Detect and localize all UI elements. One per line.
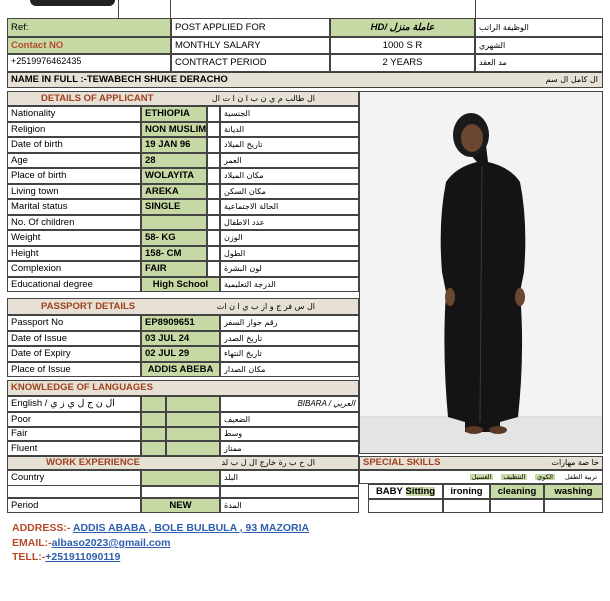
- skill-ar-4: تربية الطفل: [564, 472, 597, 481]
- work-title-ar: ال خ ب رة خارج ال ل ب لد: [221, 458, 315, 467]
- top-strip: [0, 0, 610, 18]
- applicant-row-ar: لون البشرة: [220, 261, 359, 277]
- post-value: HD/ عاملة منزل: [330, 18, 475, 37]
- country-col-1: [141, 470, 220, 486]
- passport-row-value: EP8909651: [141, 315, 220, 331]
- work-blank: [7, 486, 141, 498]
- applicant-row-label: Place of birth: [7, 168, 141, 184]
- skills-blank-4: [544, 499, 603, 513]
- skill-ironing: ironing: [443, 484, 490, 499]
- applicant-row-label: Educational degree: [7, 277, 141, 292]
- skill-ar-3: الكوي: [537, 472, 553, 481]
- country-label: Country: [7, 470, 141, 486]
- applicant-row-value: 158- CM: [141, 246, 207, 261]
- email-value[interactable]: albaso2023@gmail.com: [51, 537, 171, 549]
- applicant-row-label: No. Of children: [7, 215, 141, 230]
- applicant-row-value: 28: [141, 153, 207, 168]
- applicant-row-value: High School: [141, 277, 220, 292]
- language-row-col1: [141, 441, 166, 456]
- applicant-row-spacer: [207, 153, 220, 168]
- applicant-row-label: Date of birth: [7, 137, 141, 153]
- skill-cleaning: cleaning: [490, 484, 544, 499]
- applicant-row-ar: الدرجة التعليمية: [220, 277, 359, 292]
- skill-baby-sitting: [368, 484, 443, 499]
- applicant-title: DETAILS OF APPLICANT: [41, 92, 154, 104]
- contract-ar: مد العقد: [475, 54, 603, 72]
- applicant-row-value: [141, 215, 207, 230]
- applicant-row-ar: العمر: [220, 153, 359, 168]
- passport-header: [7, 298, 359, 315]
- tel-value[interactable]: +251911090119: [45, 551, 121, 563]
- work-header: [7, 456, 359, 470]
- post-label: POST APPLIED FOR: [171, 18, 330, 37]
- person-photo-illustration: [360, 92, 603, 454]
- applicant-row-spacer: [207, 137, 220, 153]
- contract-value: 2 YEARS: [330, 54, 475, 72]
- skills-ar-row: [359, 470, 603, 484]
- arabic-label-text: BIBARA / العربي: [297, 399, 355, 408]
- full-name-label: NAME IN FULL :-TEWABECH SHUKE DERACHO: [11, 74, 228, 86]
- contact-label: Contact NO: [7, 37, 171, 54]
- language-row-label: Fluent: [7, 441, 141, 456]
- language-row-label: Fair: [7, 427, 141, 441]
- work-blank-ar: [220, 486, 359, 498]
- applicant-row-ar: الحالة الاجتماعية: [220, 199, 359, 215]
- passport-row-value: ADDIS ABEBA: [141, 362, 220, 377]
- passport-row-label: Passport No: [7, 315, 141, 331]
- work-blank-mid: [141, 486, 220, 498]
- address-value[interactable]: ADDIS ABABA , BOLE BULBULA , 93 MAZORIA: [72, 522, 310, 534]
- passport-row-value: 02 JUL 29: [141, 346, 220, 362]
- skills-header: [359, 456, 603, 470]
- skill-ar-2: التنظيف: [503, 472, 526, 481]
- tel-line: [12, 551, 120, 563]
- languages-header: [7, 380, 359, 396]
- applicant-row-label: Marital status: [7, 199, 141, 215]
- period-value: NEW: [141, 498, 220, 513]
- language-row-col1: [141, 412, 166, 427]
- applicant-row-spacer: [207, 184, 220, 199]
- language-row-ar: ممتاز: [220, 441, 359, 456]
- country-ar: البلد: [220, 470, 359, 486]
- language-row-ar: وسط: [220, 427, 359, 441]
- english-label: English / ال ن ج ل ي ز ي: [7, 396, 141, 412]
- applicant-row-value: 19 JAN 96: [141, 137, 207, 153]
- applicant-row-value: FAIR: [141, 261, 207, 277]
- applicant-row-label: Height: [7, 246, 141, 261]
- period-ar: المدة: [220, 498, 359, 513]
- post-ar: الوظيفة الراتب: [475, 18, 603, 37]
- applicant-row-value: SINGLE: [141, 199, 207, 215]
- applicant-row-ar: الطول: [220, 246, 359, 261]
- passport-title-ar: ال س فر ج و از ب ي ا ن ات: [216, 301, 315, 311]
- applicant-row-spacer: [207, 261, 220, 277]
- applicant-row-ar: الوزن: [220, 230, 359, 246]
- skills-blank-2: [443, 499, 490, 513]
- skill-sitting: Sitting: [405, 485, 436, 497]
- applicant-row-spacer: [207, 246, 220, 261]
- email-label: EMAIL:-: [12, 537, 52, 549]
- language-row-col2: [166, 412, 220, 427]
- lang-col-2: [166, 396, 220, 412]
- address-line: [12, 522, 309, 534]
- applicant-row-label: Weight: [7, 230, 141, 246]
- salary-ar: الشهري: [475, 37, 603, 54]
- contract-label: CONTRACT PERIOD: [171, 54, 330, 72]
- ref-label: Ref:: [7, 18, 171, 37]
- passport-row-ar: تاريخ النتهاء: [220, 346, 359, 362]
- skill-washing: washing: [544, 484, 603, 499]
- language-row-col1: [141, 427, 166, 441]
- language-row-ar: الضعيف: [220, 412, 359, 427]
- applicant-row-label: Living town: [7, 184, 141, 199]
- salary-value: 1000 S R: [330, 37, 475, 54]
- passport-row-ar: تاريخ الصدر: [220, 331, 359, 346]
- passport-row-label: Place of Issue: [7, 362, 141, 377]
- arabic-label: [220, 396, 359, 412]
- applicant-row-spacer: [207, 168, 220, 184]
- period-label: Period: [7, 498, 141, 513]
- language-row-label: Poor: [7, 412, 141, 427]
- applicant-header: [7, 91, 359, 106]
- languages-title: KNOWLEDGE OF LANGUAGES: [11, 382, 153, 394]
- passport-row-ar: مكان الصدار: [220, 362, 359, 377]
- applicant-row-spacer: [207, 230, 220, 246]
- applicant-row-ar: مكان الميلاد: [220, 168, 359, 184]
- passport-row-label: Date of Issue: [7, 331, 141, 346]
- skills-blank-1: [368, 499, 443, 513]
- applicant-title-ar: ال طالب م ي ن ب ا ن ا ت ال: [211, 93, 315, 103]
- skills-blank-3: [490, 499, 544, 513]
- applicant-row-ar: مكان السكن: [220, 184, 359, 199]
- language-row-col2: [166, 427, 220, 441]
- applicant-row-value: NON MUSLIM: [141, 122, 207, 137]
- lang-col-1: [141, 396, 166, 412]
- applicant-row-value: WOLAYITA: [141, 168, 207, 184]
- salary-label: MONTHLY SALARY: [171, 37, 330, 54]
- skill-baby: BABY: [375, 485, 403, 497]
- applicant-row-label: Age: [7, 153, 141, 168]
- applicant-row-spacer: [207, 106, 220, 122]
- skills-title-ar: خا صة مهارات: [551, 458, 599, 467]
- applicant-row-spacer: [207, 122, 220, 137]
- applicant-row-ar: الديانة: [220, 122, 359, 137]
- applicant-row-spacer: [207, 215, 220, 230]
- applicant-row-label: Religion: [7, 122, 141, 137]
- applicant-row-value: 58- KG: [141, 230, 207, 246]
- skills-title: SPECIAL SKILLS: [363, 457, 441, 469]
- full-name-ar: ال كامل ال سم: [545, 75, 598, 84]
- address-label: ADDRESS:-: [12, 522, 71, 534]
- passport-title: PASSPORT DETAILS: [41, 300, 136, 312]
- applicant-row-ar: عدد الاطفال: [220, 215, 359, 230]
- passport-row-ar: رقم جواز السفر: [220, 315, 359, 331]
- applicant-row-label: Nationality: [7, 106, 141, 122]
- applicant-row-ar: تاريخ الميلاد: [220, 137, 359, 153]
- work-title: WORK EXPERIENCE: [46, 457, 140, 469]
- email-line: [12, 537, 170, 549]
- language-row-col2: [166, 441, 220, 456]
- applicant-photo: [359, 91, 603, 454]
- applicant-row-label: Complexion: [7, 261, 141, 277]
- applicant-row-spacer: [207, 199, 220, 215]
- skill-ar-1: الغسيل: [471, 472, 492, 481]
- passport-row-label: Date of Expiry: [7, 346, 141, 362]
- tel-label: TELL:-: [12, 551, 46, 563]
- contact-value: +2519976462435: [7, 54, 171, 72]
- applicant-row-value: AREKA: [141, 184, 207, 199]
- applicant-row-ar: الجنسية: [220, 106, 359, 122]
- passport-row-value: 03 JUL 24: [141, 331, 220, 346]
- applicant-row-value: ETHIOPIA: [141, 106, 207, 122]
